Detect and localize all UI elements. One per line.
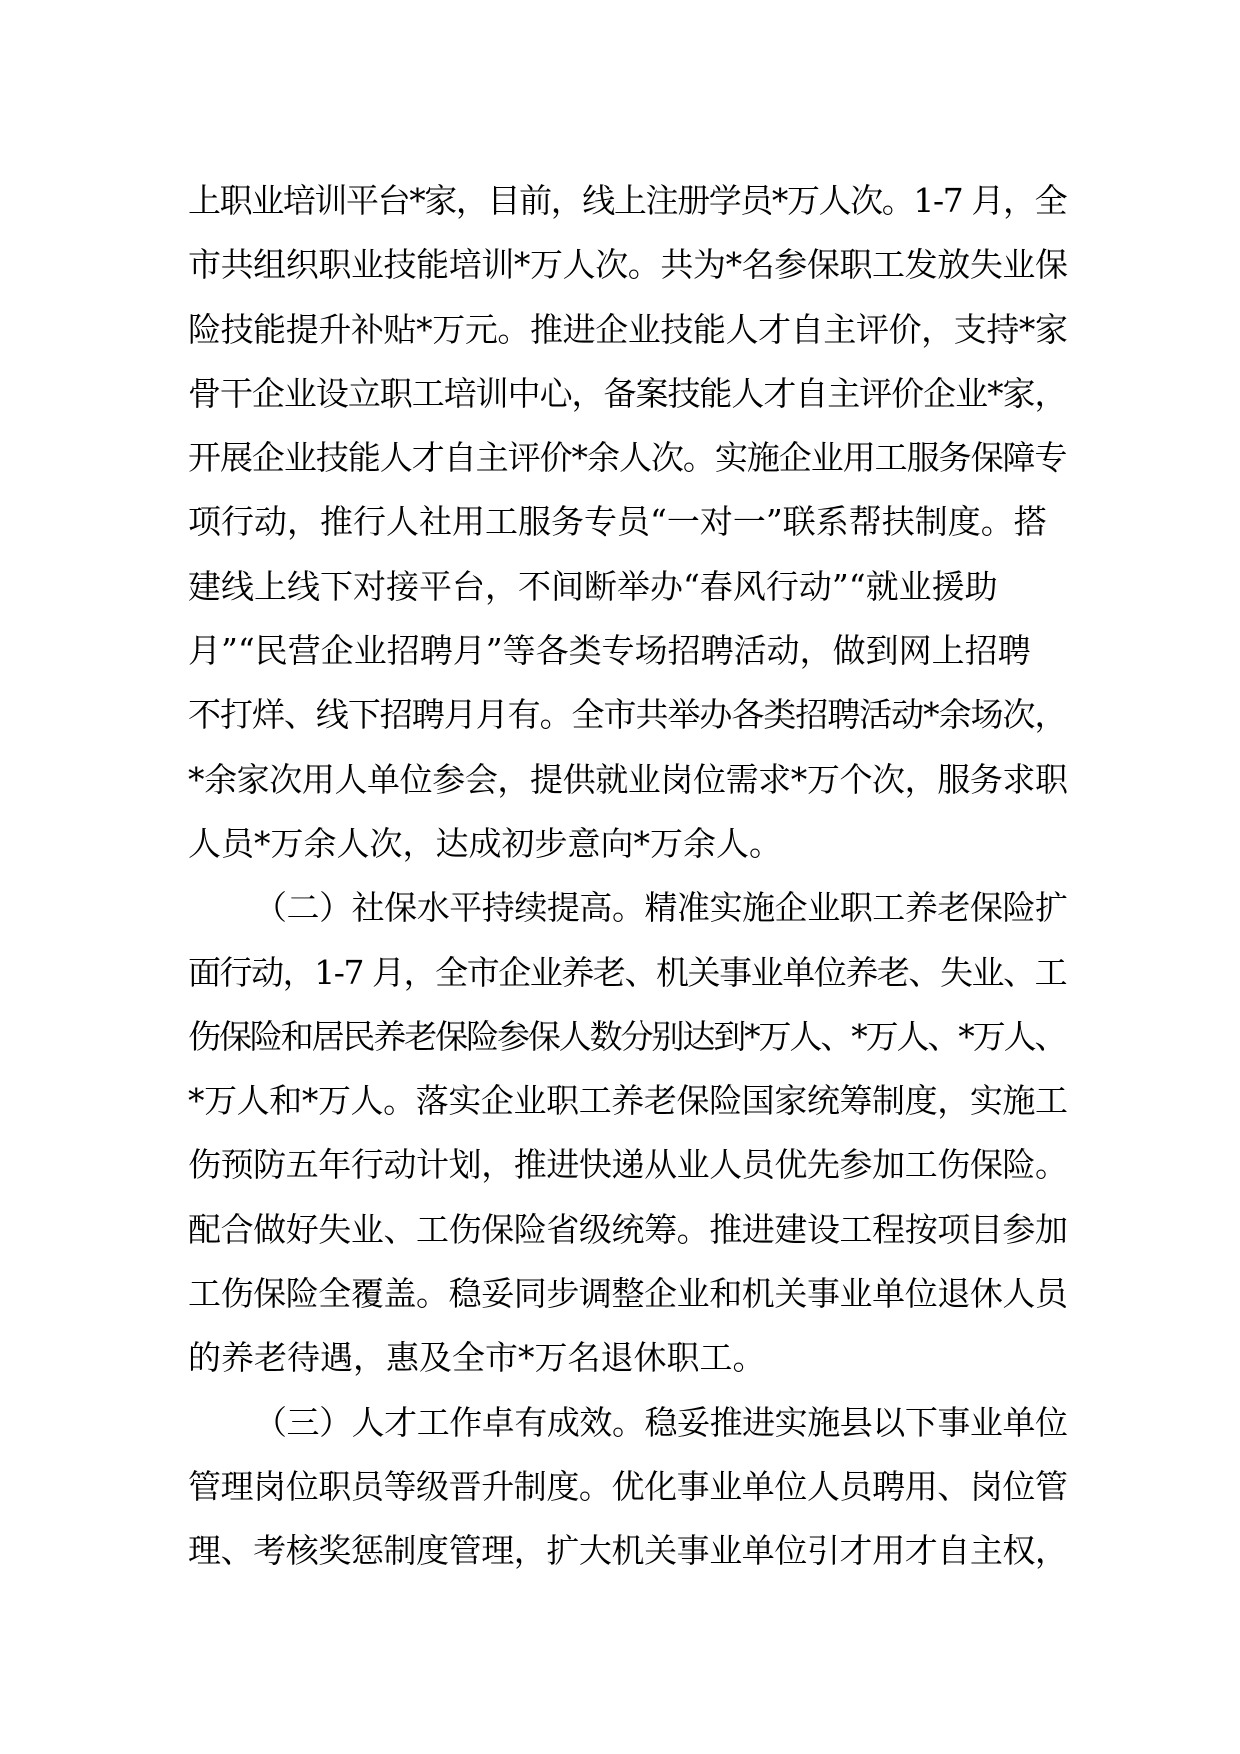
document-body (188, 169, 1068, 1584)
text-line: 工伤保险全覆盖。稳妥同步调整企业和机关事业单位退休人员 (188, 1274, 1068, 1314)
text-line: *万人和*万人。落实企业职工养老保险国家统筹制度，实施工 (188, 1081, 1068, 1121)
text-line: 理、考核奖惩制度管理，扩大机关事业单位引才用才自主权， (188, 1531, 1068, 1571)
text-line: 人员*万余人次，达成初步意向*万余人。 (188, 823, 782, 863)
text-line: 伤保险和居民养老保险参保人数分别达到*万人、*万人、*万人、 (188, 1016, 1066, 1056)
text-line: 上职业培训平台*家，目前，线上注册学员*万人次。1-7 月，全 (188, 181, 1067, 220)
text-line: 骨干企业设立职工培训中心，备案技能人才自主评价企业*家， (188, 373, 1067, 413)
text-line: 的养老待遇，惠及全市*万名退休职工。 (188, 1338, 766, 1378)
text-line: 险技能提升补贴*万元。推进企业技能人才自主评价，支持*家 (188, 309, 1068, 349)
text-line: 面行动，1-7 月，全市企业养老、机关事业单位养老、失业、工 (188, 952, 1067, 992)
text-line: 建线上线下对接平台，不间断举办“春风行动”“就业援助 (188, 566, 998, 606)
text-line: 配合做好失业、工伤保险省级统筹。推进建设工程按项目参加 (188, 1209, 1068, 1249)
text-line: 开展企业技能人才自主评价*余人次。实施企业用工服务保障专 (188, 438, 1067, 478)
text-line: 管理岗位职员等级晋升制度。优化事业单位人员聘用、岗位管 (188, 1466, 1068, 1506)
text-line: *余家次用人单位参会，提供就业岗位需求*万个次，服务求职 (188, 759, 1068, 799)
text-line: 月”“民营企业招聘月”等各类专场招聘活动，做到网上招聘 (188, 631, 1031, 671)
text-line: 不打烊、线下招聘月月有。全市共举办各类招聘活动*余场次， (188, 695, 1067, 735)
paragraph-first-line: （二）社保水平持续提高。精准实施企业职工养老保险扩 (254, 888, 1068, 928)
text-line: 项行动，推行人社用工服务专员“一对一”联系帮扶制度。搭 (188, 502, 1047, 542)
paragraph-first-line: （三）人才工作卓有成效。稳妥推进实施县以下事业单位 (254, 1402, 1068, 1442)
text-line: 市共组织职业技能培训*万人次。共为*名参保职工发放失业保 (188, 245, 1068, 285)
text-line: 伤预防五年行动计划，推进快递从业人员优先参加工伤保险。 (188, 1145, 1068, 1185)
